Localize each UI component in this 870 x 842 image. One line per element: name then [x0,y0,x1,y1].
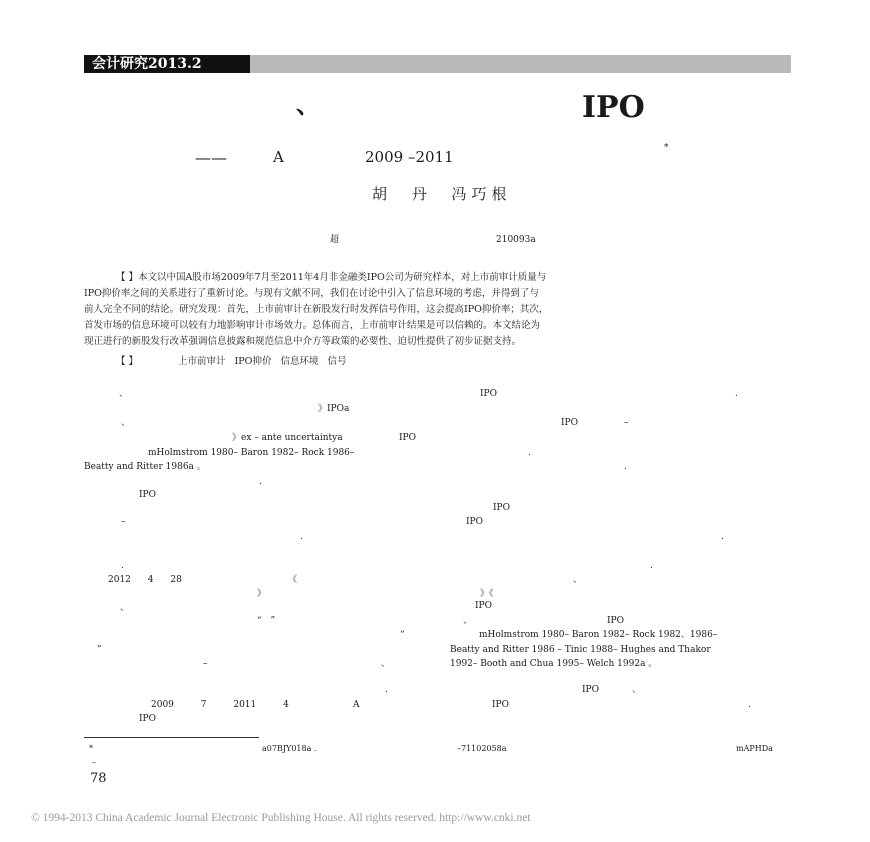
footnote-rule [84,737,259,738]
authors: 胡 丹 冯巧根 [372,185,512,203]
keywords: 上市前审计 IPO抑价 信息环境 信号 [178,356,347,367]
footnote-star: * [89,744,93,753]
body-fragment: Beatty and Ritter 1986a 。 [84,462,206,472]
body-fragment: 、 [573,575,583,585]
affiliation-code: 210093a [496,235,536,245]
body-fragment: ” [97,645,102,655]
body-fragment: – [624,418,629,428]
body-fragment: IPO [466,517,483,527]
body-fragment: . [385,685,388,695]
body-fragment: “ ” [257,616,276,626]
affiliation-left: 超 [330,235,340,245]
body-fragment: 》ex – ante uncertaintya [232,433,343,443]
body-fragment: 、 [120,603,130,613]
subtitle-range: 2009 –2011 [365,148,454,166]
body-fragment: Beatty and Ritter 1986 – Tinic 1988– Hughes and Thakor [450,645,711,655]
body-fragment: 》 [257,589,267,599]
body-fragment: . [748,700,751,710]
body-fragment: – [121,517,126,527]
body-fragment: 、 [632,685,642,695]
body-fragment: . [121,561,124,571]
body-fragment: . [624,462,627,472]
footnote-grant: a07BJY018a . [262,744,317,753]
body-fragment: IPO [493,503,510,513]
abstract-line: 首发市场的信息环境可以较有力地影响审计市场效力。总体而言，上市前审计结果是可以信赖的。本文结论为 [84,320,541,331]
keywords-bracket: 【 】 [116,356,139,367]
journal-header: 会计研究2013.2 [84,55,250,73]
page-title: IPO [582,90,645,125]
body-fragment: A [353,700,360,710]
body-fragment: 1992– Booth and Chua 1995– Welch 1992a 。 [450,659,658,669]
copyright-notice: © 1994-2013 China Academic Journal Electronic Publishing House. All rights reserved. http://www.cnki.net [31,812,531,824]
body-fragment: . [528,448,531,458]
body-fragment: . [650,561,653,571]
footnote-grant: –71102058a [457,744,507,753]
abstract-line: 前人完全不同的结论。研究发现：首先，上市前审计在新股发行时发挥信号作用，这会提高IPO抑价率；其次， [84,304,549,315]
title-mark: 、 [296,90,320,119]
body-fragment: . [735,389,738,399]
page-number: 78 [90,771,107,786]
footnote-dash: – [92,758,96,767]
body-fragment: . [300,532,303,542]
body-fragment: IPO [399,433,416,443]
body-fragment: . [259,477,262,487]
body-fragment: 2012 4 28 [108,575,182,585]
abstract-line: 【 】本文以中国A股市场2009年7月至2011年4月非金融类IPO公司为研究样本，对上市前审计质量与 [116,272,547,283]
body-fragment: 、 [119,389,129,399]
abstract-line: IPO抑价率之间的关系进行了重新讨论。与现有文献不同，我们在讨论中引入了信息环境的考虑，并得到了与 [84,288,539,299]
body-fragment: mHolmstrom 1980– Baron 1982– Rock 1986– [148,448,355,458]
body-fragment: 《 [288,575,298,585]
body-fragment: “ [400,630,405,640]
body-fragment: mHolmstrom 1980– Baron 1982– Rock 1982、1986– [479,630,718,640]
body-fragment: 、 [463,616,473,626]
body-fragment: 》《 [480,589,494,599]
subtitle-star: * [664,143,669,153]
body-fragment: IPO [492,700,509,710]
body-fragment: IPO [139,490,156,500]
body-fragment: IPO [607,616,624,626]
subtitle-dash: —— [195,148,227,167]
body-fragment: IPO [582,685,599,695]
body-fragment: . [721,532,724,542]
body-fragment: IPO [480,389,497,399]
abstract-line: 现正进行的新股发行改革强调信息披露和规范信息中介方等政策的必要性、迫切性提供了初步证据支持。 [84,336,522,347]
body-fragment: IPO [139,714,156,724]
body-fragment: 、 [121,418,131,428]
body-fragment: 》IPOa [318,404,350,414]
subtitle-a: A [273,148,284,166]
body-fragment: – [203,659,208,669]
body-fragment: IPO [561,418,578,428]
body-fragment: IPO [475,601,492,611]
footnote-grant: mAPHDa [736,744,773,753]
body-fragment: 、 [381,659,391,669]
body-fragment: 2009 7 2011 4 [151,700,289,710]
